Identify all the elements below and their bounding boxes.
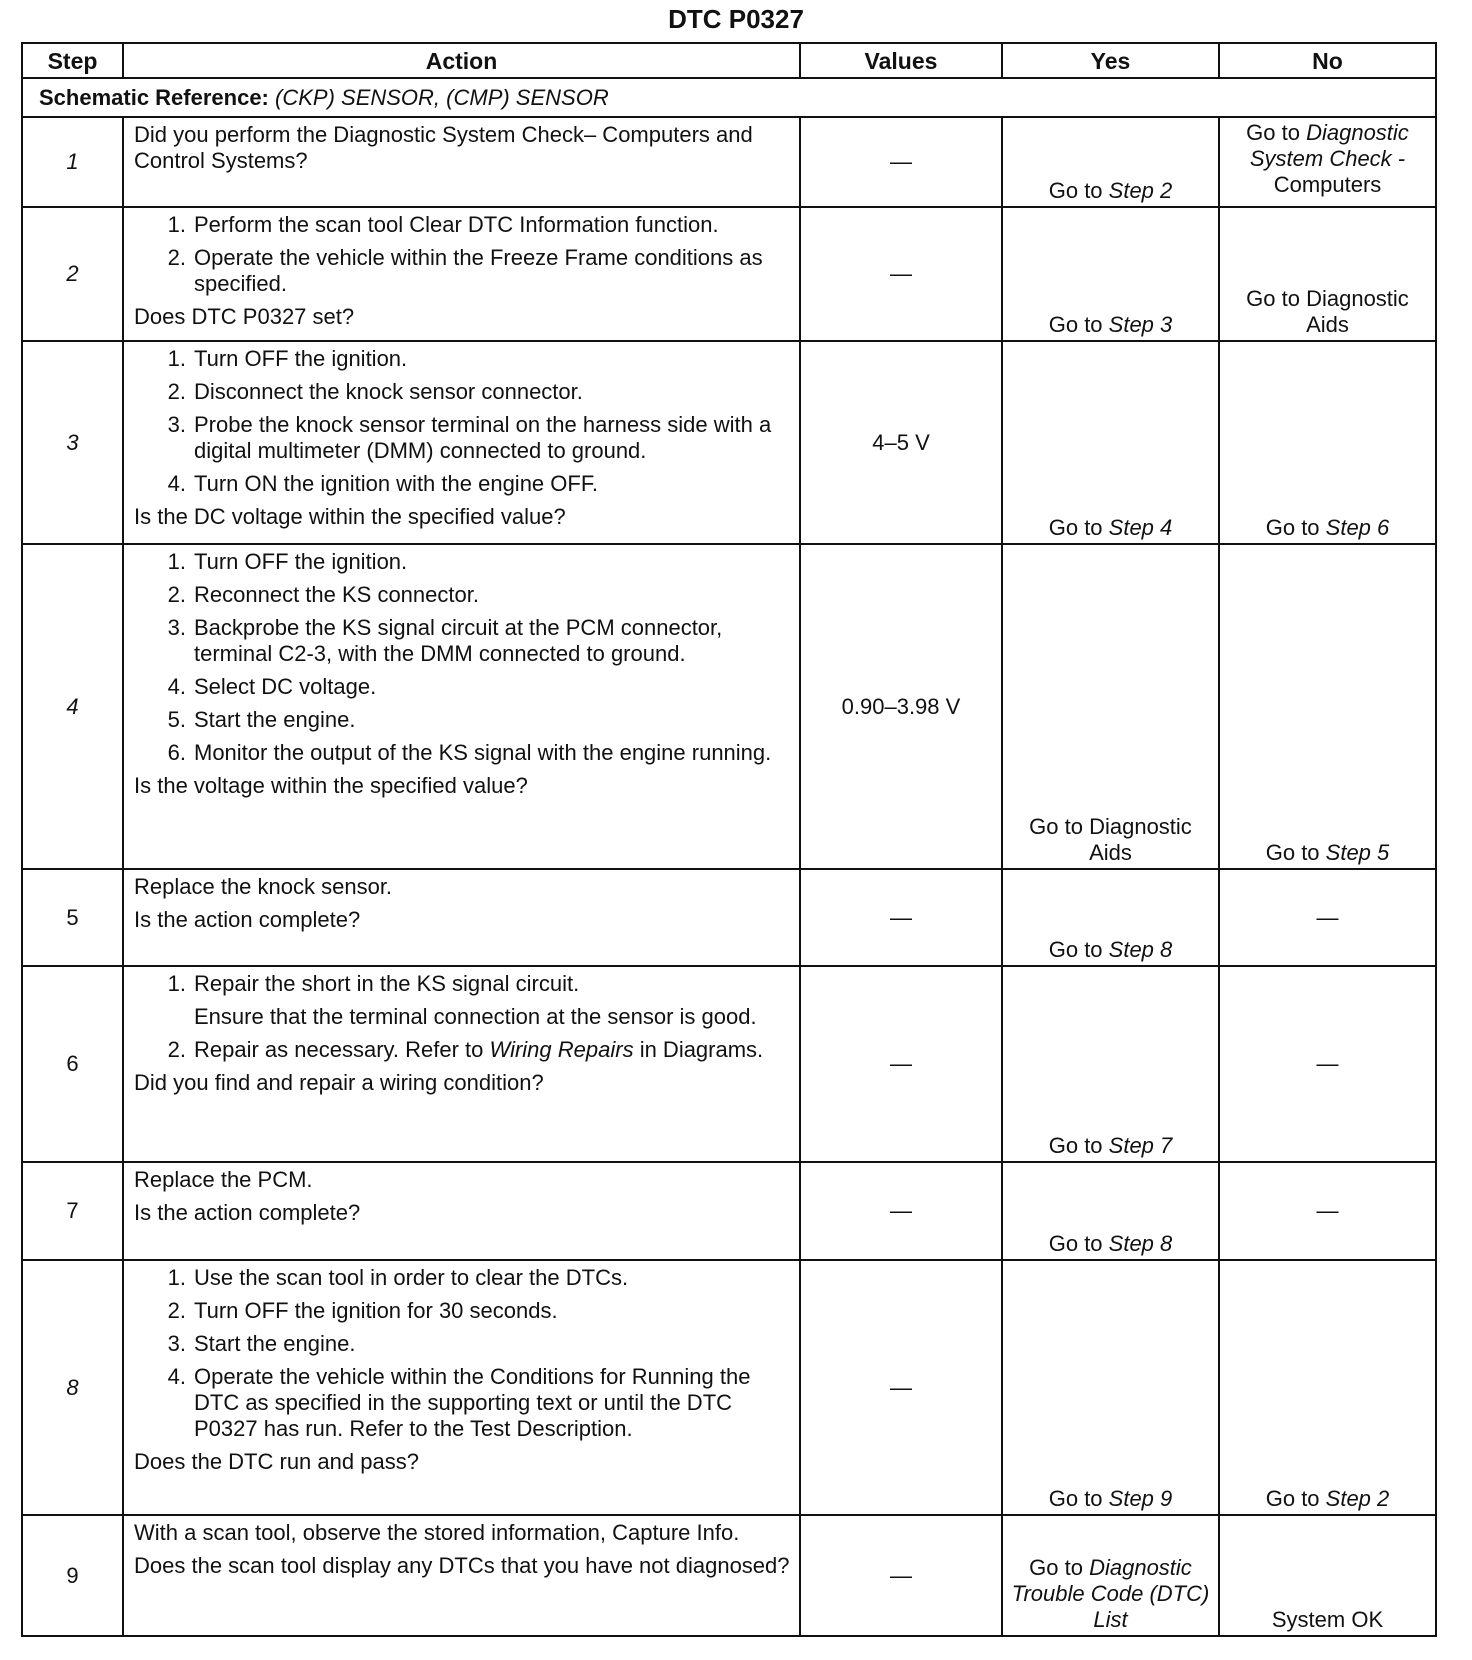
text-segment: Turn OFF the ignition for 30 seconds. — [194, 1298, 558, 1323]
table-row — [22, 869, 1436, 966]
action-step-number: 1. — [167, 1265, 186, 1290]
action-step-text — [194, 346, 407, 372]
table-row — [22, 1515, 1436, 1636]
action-content — [134, 212, 791, 330]
action-step-text — [194, 1364, 791, 1442]
step-number: 6 — [22, 966, 123, 1162]
action-content — [134, 1520, 791, 1586]
action-step-number: 4. — [167, 471, 186, 496]
text-segment: Is the DC voltage within the specified value? — [134, 504, 566, 529]
text-segment: — — [1316, 904, 1339, 930]
action-question — [134, 1449, 791, 1475]
values-cell: 0.90–3.98 V — [800, 544, 1002, 869]
text-segment: Does DTC P0327 set? — [134, 304, 355, 329]
action-step-number: 1. — [167, 212, 186, 237]
values-cell: — — [800, 117, 1002, 207]
action-step — [134, 971, 791, 997]
text-segment: Is the action complete? — [134, 1200, 361, 1225]
text-segment: Go to — [1029, 1555, 1090, 1580]
table-row — [22, 544, 1436, 869]
action-cell — [123, 869, 800, 966]
action-step-text — [194, 740, 771, 766]
action-step-number: 1. — [167, 346, 186, 371]
step-number: 9 — [22, 1515, 123, 1636]
text-segment: Ensure that the terminal connection at the sensor is good. — [194, 1004, 757, 1029]
action-step — [134, 212, 791, 238]
no-cell — [1219, 1162, 1436, 1260]
action-step-number: 3. — [167, 412, 186, 437]
action-step-number: 1. — [167, 549, 186, 574]
action-cell — [123, 544, 800, 869]
values-cell: — — [800, 1162, 1002, 1260]
action-cell — [123, 1515, 800, 1636]
action-step-number: 4. — [167, 674, 186, 699]
action-step-number: 2. — [167, 1298, 186, 1323]
text-segment: Step 4 — [1108, 515, 1173, 540]
text-segment: Go to — [1048, 1133, 1109, 1158]
action-step-number: 2. — [167, 379, 186, 404]
action-step — [134, 245, 791, 297]
text-segment: Go to — [1048, 937, 1109, 962]
text-segment: Reconnect the KS connector. — [194, 582, 479, 607]
table-row — [22, 341, 1436, 544]
text-segment: Replace the knock sensor. — [134, 874, 393, 899]
text-segment: Perform the scan tool Clear DTC Information function. — [194, 212, 719, 237]
table-row — [22, 117, 1436, 207]
step-number: 4 — [22, 544, 123, 869]
no-cell — [1219, 544, 1436, 869]
text-segment: Step 5 — [1325, 840, 1390, 865]
action-text — [134, 1553, 791, 1579]
action-question — [134, 907, 791, 933]
action-cell — [123, 966, 800, 1162]
text-segment: Repair the short in the KS signal circuit. — [194, 971, 580, 996]
text-segment: Does the scan tool display any DTCs that you have not diagnosed? — [134, 1553, 790, 1578]
header-row — [22, 43, 1436, 78]
action-step — [134, 674, 791, 700]
text-segment: Go to — [1048, 178, 1109, 203]
step-number: 1 — [22, 117, 123, 207]
yes-cell — [1002, 341, 1219, 544]
yes-cell — [1002, 869, 1219, 966]
action-step-text — [194, 971, 579, 997]
action-step-number: 2. — [167, 1037, 186, 1062]
table-row — [22, 1260, 1436, 1515]
text-segment: Repair as necessary. Refer to — [194, 1037, 490, 1062]
text-segment: Is the action complete? — [134, 907, 361, 932]
text-segment: Step 7 — [1108, 1133, 1173, 1158]
step-number: 5 — [22, 869, 123, 966]
action-text — [134, 122, 791, 174]
text-segment: Disconnect the knock sensor connector. — [194, 379, 583, 404]
no-cell — [1219, 117, 1436, 207]
action-question — [134, 773, 791, 799]
action-content — [134, 346, 791, 530]
action-content — [134, 549, 791, 799]
text-segment: Step 2 — [1325, 1486, 1390, 1511]
text-segment: Step 3 — [1108, 312, 1173, 337]
action-step-text — [194, 1265, 628, 1291]
action-cell — [123, 1162, 800, 1260]
text-segment: Operate the vehicle within the Conditions for Running the DTC as specified in the supporting text or until the DTC P0327 has run. Refer to the Test Description. — [194, 1364, 751, 1441]
action-step-number: 1. — [167, 971, 186, 996]
action-step-text — [194, 212, 719, 238]
yes-cell — [1002, 117, 1219, 207]
action-text — [134, 1520, 791, 1546]
action-step-number: 3. — [167, 615, 186, 640]
action-content — [134, 874, 791, 933]
text-segment: Go to — [1048, 312, 1109, 337]
action-step-number: 4. — [167, 1364, 186, 1389]
text-segment: Step 2 — [1108, 178, 1173, 203]
values-cell: — — [800, 869, 1002, 966]
action-step — [134, 549, 791, 575]
text-segment: in Diagrams. — [633, 1037, 764, 1062]
action-step — [134, 615, 791, 667]
action-step — [134, 1004, 791, 1030]
action-step-text — [194, 1298, 558, 1324]
action-step — [134, 707, 791, 733]
header-step: Step — [22, 43, 123, 78]
text-segment: Step 8 — [1108, 937, 1173, 962]
action-step-text — [194, 1004, 757, 1030]
text-segment: Operate the vehicle within the Freeze Frame conditions as specified. — [194, 245, 763, 296]
text-segment: System OK — [1271, 1607, 1384, 1632]
step-number: 2 — [22, 207, 123, 341]
action-content — [134, 1265, 791, 1475]
action-question — [134, 1200, 791, 1226]
header-no: No — [1219, 43, 1436, 78]
page-title: DTC P0327 — [668, 4, 804, 34]
action-text — [134, 1167, 791, 1193]
action-question — [134, 504, 791, 530]
table-row — [22, 966, 1436, 1162]
action-step — [134, 346, 791, 372]
action-step-text — [194, 471, 598, 497]
values-cell: — — [800, 1260, 1002, 1515]
values-cell: 4–5 V — [800, 341, 1002, 544]
no-cell — [1219, 1515, 1436, 1636]
text-segment: Go to — [1048, 1231, 1109, 1256]
action-content — [134, 971, 791, 1096]
action-step — [134, 1265, 791, 1291]
action-cell — [123, 341, 800, 544]
text-segment: Turn OFF the ignition. — [194, 346, 408, 371]
action-step-number: 2. — [167, 582, 186, 607]
text-segment: Go to — [1246, 120, 1307, 145]
text-segment: Start the engine. — [194, 707, 356, 732]
action-step-number: 3. — [167, 1331, 186, 1356]
schematic-reference-row — [22, 78, 1436, 117]
text-segment: Does the DTC run and pass? — [134, 1449, 419, 1474]
values-cell: — — [800, 966, 1002, 1162]
action-content — [134, 1167, 791, 1226]
action-step-text — [194, 1037, 763, 1063]
step-number: 7 — [22, 1162, 123, 1260]
header-yes: Yes — [1002, 43, 1219, 78]
yes-cell — [1002, 207, 1219, 341]
text-segment: Start the engine. — [194, 1331, 356, 1356]
action-step-text — [194, 379, 583, 405]
no-cell — [1219, 869, 1436, 966]
text-segment: Use the scan tool in order to clear the DTCs. — [194, 1265, 629, 1290]
text-segment: Turn OFF the ignition. — [194, 549, 408, 574]
text-segment: — — [1316, 1198, 1339, 1223]
text-segment: Go to — [1048, 515, 1109, 540]
action-step — [134, 1298, 791, 1324]
action-question — [134, 304, 791, 330]
values-cell: — — [800, 1515, 1002, 1636]
text-segment: Go to — [1265, 1486, 1326, 1511]
text-segment: Backprobe the KS signal circuit at the PCM connector, terminal C2-3, with the DMM connected to ground. — [194, 615, 723, 666]
action-step — [134, 379, 791, 405]
action-step-text — [194, 707, 355, 733]
text-segment: Step 8 — [1108, 1231, 1173, 1256]
action-question — [134, 1070, 791, 1096]
text-segment: Did you find and repair a wiring condition? — [134, 1070, 544, 1095]
schematic-label: Schematic Reference: — [39, 84, 269, 110]
text-segment: With a scan tool, observe the stored information, Capture Info. — [134, 1520, 740, 1545]
action-step-text — [194, 245, 791, 297]
no-cell — [1219, 966, 1436, 1162]
text-segment: Go to Diagnostic Aids — [1029, 814, 1192, 865]
action-step — [134, 1364, 791, 1442]
yes-cell — [1002, 1162, 1219, 1260]
text-segment: Step 6 — [1325, 515, 1390, 540]
action-step-text — [194, 674, 376, 700]
text-segment: Diagnostic System Check - — [1249, 120, 1409, 171]
action-cell — [123, 1260, 800, 1515]
step-number: 8 — [22, 1260, 123, 1515]
action-step-text — [194, 615, 791, 667]
no-cell — [1219, 207, 1436, 341]
yes-cell — [1002, 544, 1219, 869]
text-segment: Did you perform the Diagnostic System Check– Computers and Control Systems? — [134, 122, 753, 173]
action-cell — [123, 207, 800, 341]
text-segment: Go to Diagnostic Aids — [1246, 286, 1409, 337]
values-cell: — — [800, 207, 1002, 341]
header-values: Values — [800, 43, 1002, 78]
action-step-number: 6. — [167, 740, 186, 765]
text-segment: Step 9 — [1108, 1486, 1173, 1511]
yes-cell — [1002, 1260, 1219, 1515]
header-action: Action — [123, 43, 800, 78]
text-segment: Wiring Repairs — [489, 1037, 634, 1062]
action-step — [134, 1331, 791, 1357]
action-step-number: 5. — [167, 707, 186, 732]
action-step — [134, 740, 791, 766]
text-segment: Is the voltage within the specified value? — [134, 773, 528, 798]
no-cell — [1219, 1260, 1436, 1515]
text-segment: Probe the knock sensor terminal on the harness side with a digital multimeter (DMM) connected to ground. — [194, 412, 772, 463]
action-step-text — [194, 412, 791, 464]
action-step-text — [194, 549, 407, 575]
action-text — [134, 874, 791, 900]
action-cell — [123, 117, 800, 207]
diagnostic-table — [21, 42, 1437, 1637]
table-row — [22, 207, 1436, 341]
action-step — [134, 1037, 791, 1063]
action-step — [134, 471, 791, 497]
action-content — [134, 122, 791, 181]
text-segment: Select DC voltage. — [194, 674, 377, 699]
text-segment: Go to — [1265, 840, 1326, 865]
action-step — [134, 412, 791, 464]
action-step-text — [194, 1331, 355, 1357]
text-segment: Replace the PCM. — [134, 1167, 313, 1192]
text-segment: Computers — [1273, 172, 1382, 197]
action-step-text — [194, 582, 479, 608]
text-segment: Go to — [1265, 515, 1326, 540]
no-cell — [1219, 341, 1436, 544]
step-number: 3 — [22, 341, 123, 544]
yes-cell — [1002, 966, 1219, 1162]
schematic-value: (CKP) SENSOR, (CMP) SENSOR — [275, 84, 609, 110]
text-segment: Go to — [1048, 1486, 1109, 1511]
yes-cell — [1002, 1515, 1219, 1636]
table-row — [22, 1162, 1436, 1260]
action-step-number: 2. — [167, 245, 186, 270]
action-step — [134, 582, 791, 608]
text-segment: Diagnostic Trouble Code (DTC) List — [1011, 1555, 1210, 1632]
text-segment: Turn ON the ignition with the engine OFF. — [194, 471, 598, 496]
text-segment: — — [1316, 1051, 1339, 1076]
text-segment: Monitor the output of the KS signal with the engine running. — [194, 740, 772, 765]
